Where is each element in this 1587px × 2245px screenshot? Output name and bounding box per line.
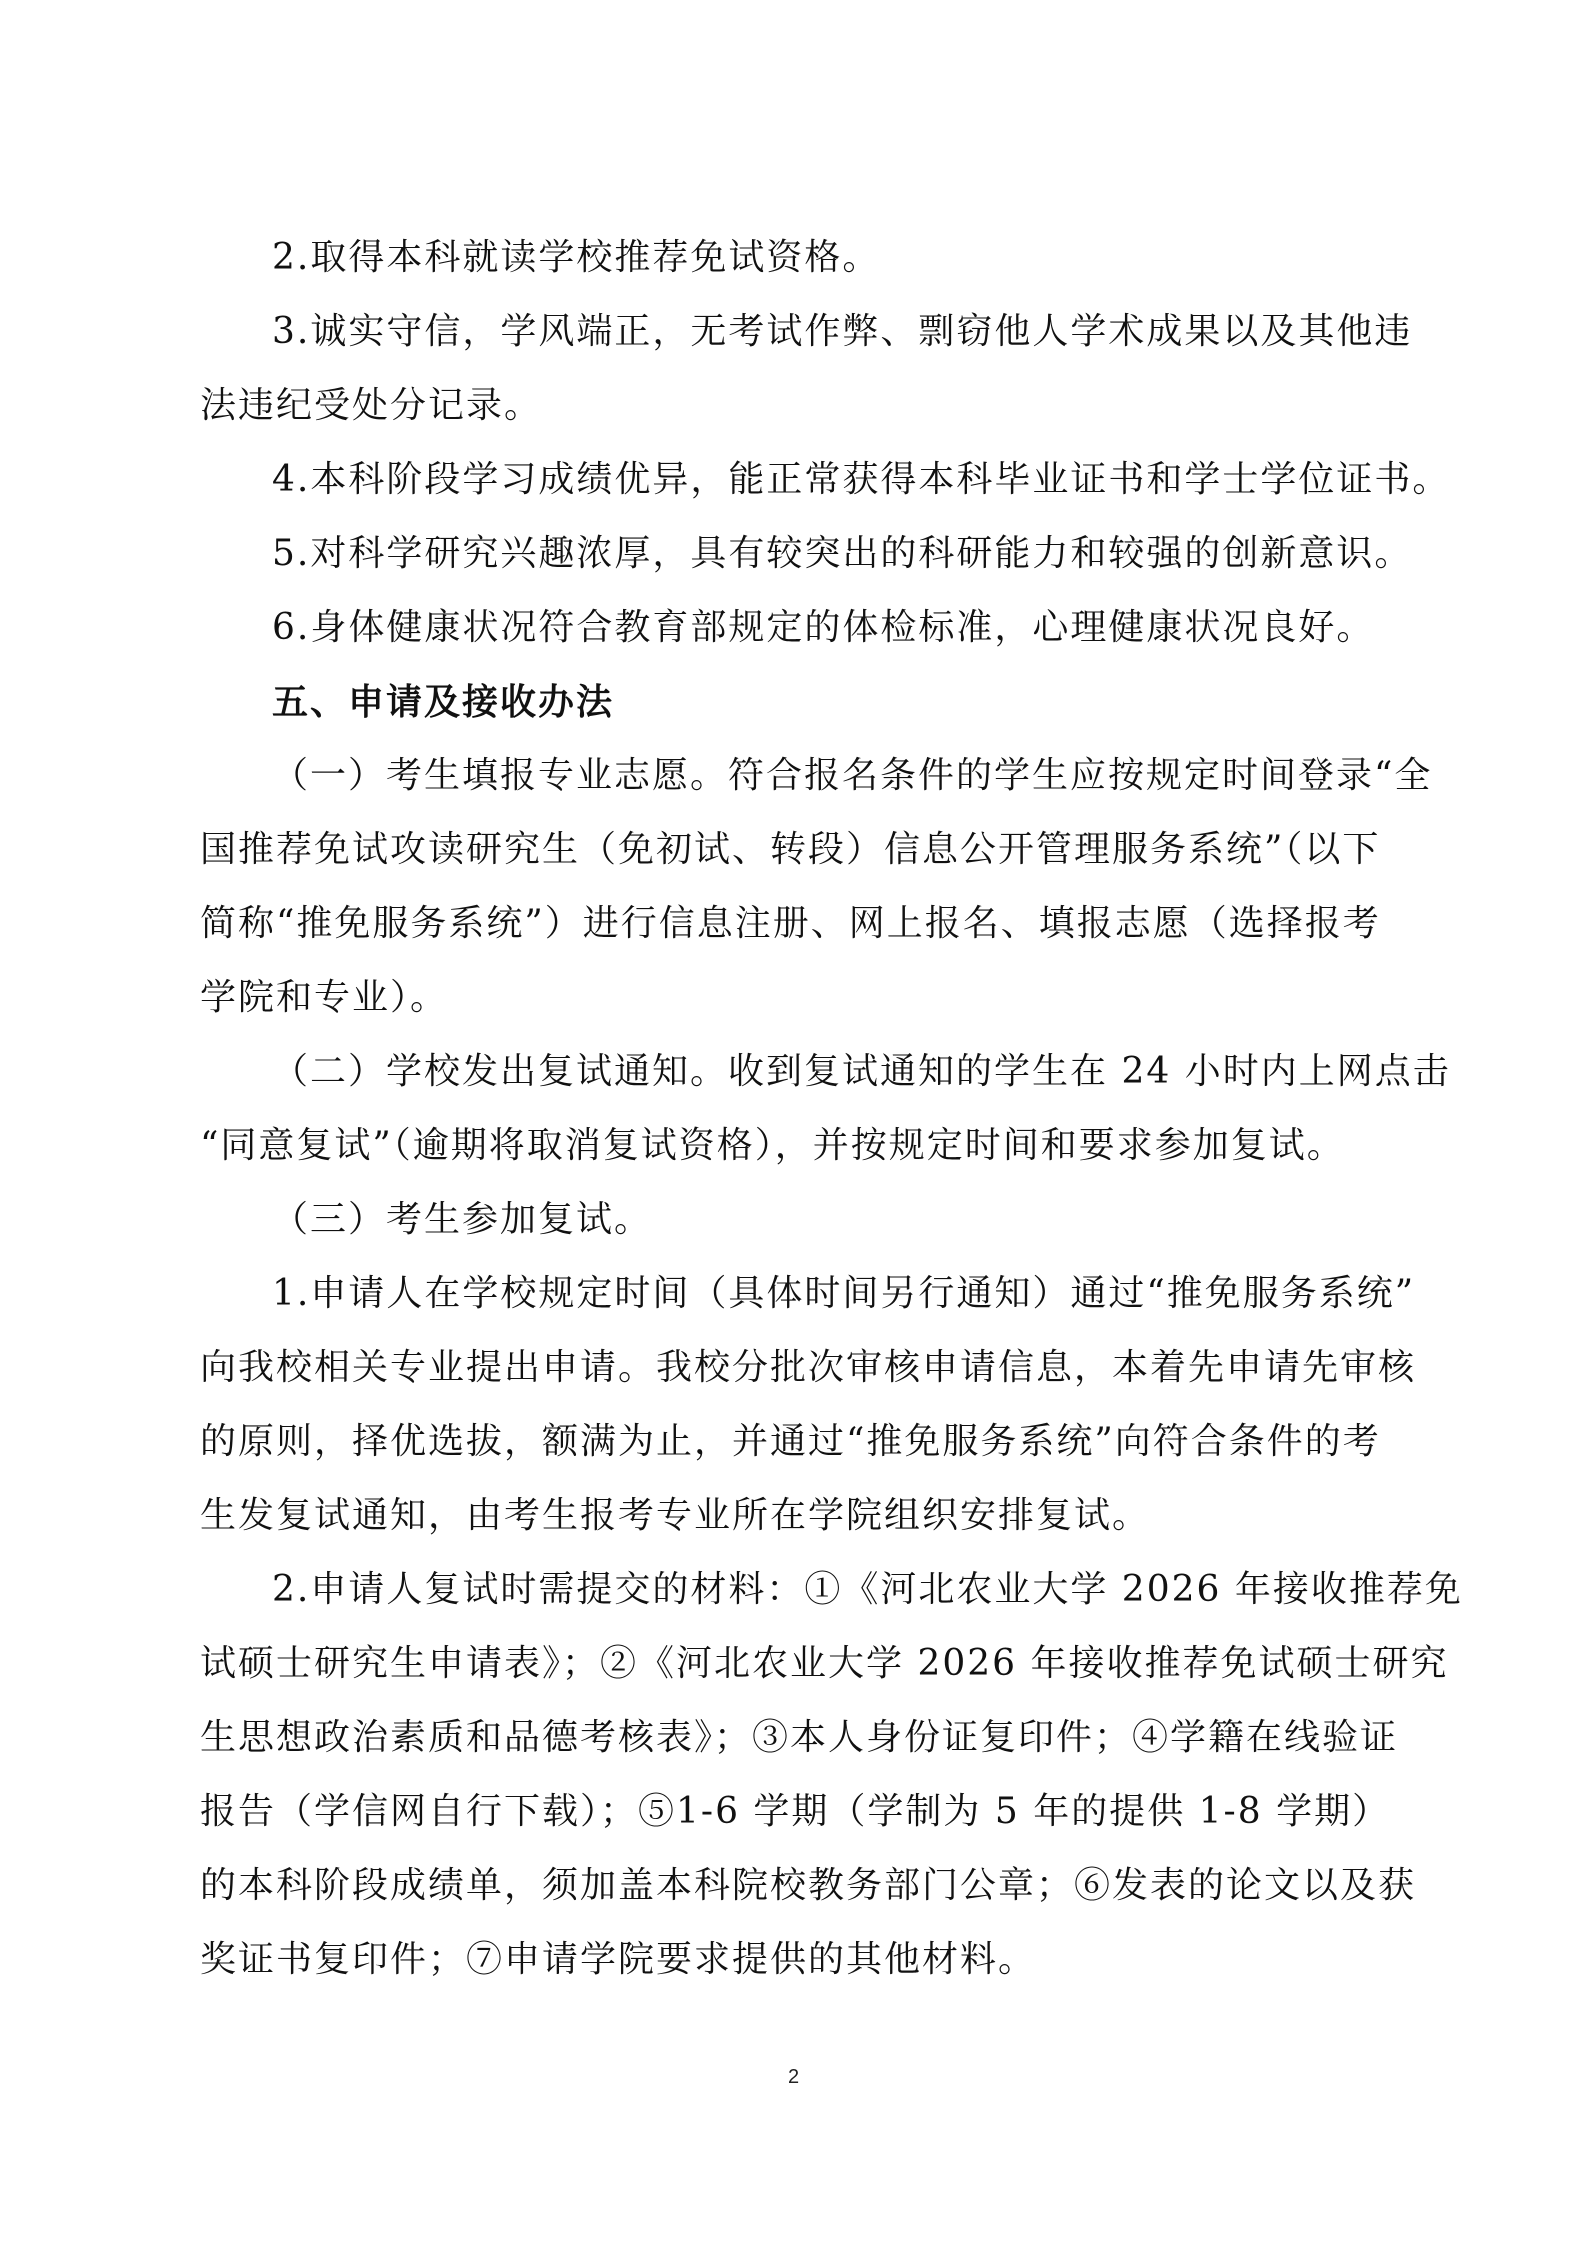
requirement-5: 5.对科学研究兴趣浓厚，具有较突出的科研能力和较强的创新意识。 bbox=[272, 533, 1413, 574]
step-1-line-1: （一）考生填报专业志愿。符合报名条件的学生应按规定时间登录“全 bbox=[272, 755, 1433, 796]
section-heading-5: 五、申请及接收办法 bbox=[272, 681, 615, 723]
requirement-2: 2.取得本科就读学校推荐免试资格。 bbox=[272, 237, 881, 278]
step-1-line-2: 国推荐免试攻读研究生（免初试、转段）信息公开管理服务系统”（以下 bbox=[200, 829, 1381, 870]
step-3-item-2-line-1: 2.申请人复试时需提交的材料：①《河北农业大学 2026 年接收推荐免 bbox=[272, 1569, 1463, 1610]
step-3-item-1-line-1: 1.申请人在学校规定时间（具体时间另行通知）通过“推免服务系统” bbox=[272, 1273, 1416, 1314]
step-3-item-2-line-5: 的本科阶段成绩单，须加盖本科院校教务部门公章；⑥发表的论文以及获 bbox=[200, 1865, 1417, 1906]
requirement-6: 6.身体健康状况符合教育部规定的体检标准，心理健康状况良好。 bbox=[272, 607, 1375, 648]
step-1-line-4: 学院和专业）。 bbox=[200, 977, 449, 1018]
requirement-3-line-2: 法违纪受处分记录。 bbox=[200, 385, 543, 426]
step-3-item-1-line-4: 生发复试通知，由考生报考专业所在学院组织安排复试。 bbox=[200, 1495, 1151, 1536]
step-3-item-2-line-3: 生思想政治素质和品德考核表》；③本人身份证复印件；④学籍在线验证 bbox=[200, 1717, 1399, 1758]
requirement-4: 4.本科阶段学习成绩优异，能正常获得本科毕业证书和学士学位证书。 bbox=[272, 459, 1451, 500]
step-2-line-2: “同意复试”（逾期将取消复试资格），并按规定时间和要求参加复试。 bbox=[200, 1125, 1345, 1166]
step-3-item-1-line-2: 向我校相关专业提出申请。我校分批次审核申请信息，本着先申请先审核 bbox=[200, 1347, 1417, 1388]
step-3-heading: （三）考生参加复试。 bbox=[272, 1199, 653, 1240]
step-3-item-1-line-3: 的原则，择优选拔，额满为止，并通过“推免服务系统”向符合条件的考 bbox=[200, 1421, 1381, 1462]
requirement-3-line-1: 3.诚实守信，学风端正，无考试作弊、剽窃他人学术成果以及其他违 bbox=[272, 311, 1413, 352]
step-3-item-2-line-2: 试硕士研究生申请表》；②《河北农业大学 2026 年接收推荐免试硕士研究 bbox=[200, 1643, 1449, 1684]
page-number: 2 bbox=[787, 2066, 800, 2088]
step-3-item-2-line-4: 报告（学信网自行下载）；⑤1-6 学期（学制为 5 年的提供 1-8 学期） bbox=[200, 1791, 1391, 1832]
step-2-line-1: （二）学校发出复试通知。收到复试通知的学生在 24 小时内上网点击 bbox=[272, 1051, 1451, 1092]
step-3-item-2-line-6: 奖证书复印件；⑦申请学院要求提供的其他材料。 bbox=[200, 1939, 1037, 1980]
step-1-line-3: 简称“推免服务系统”）进行信息注册、网上报名、填报志愿（选择报考 bbox=[200, 903, 1381, 944]
